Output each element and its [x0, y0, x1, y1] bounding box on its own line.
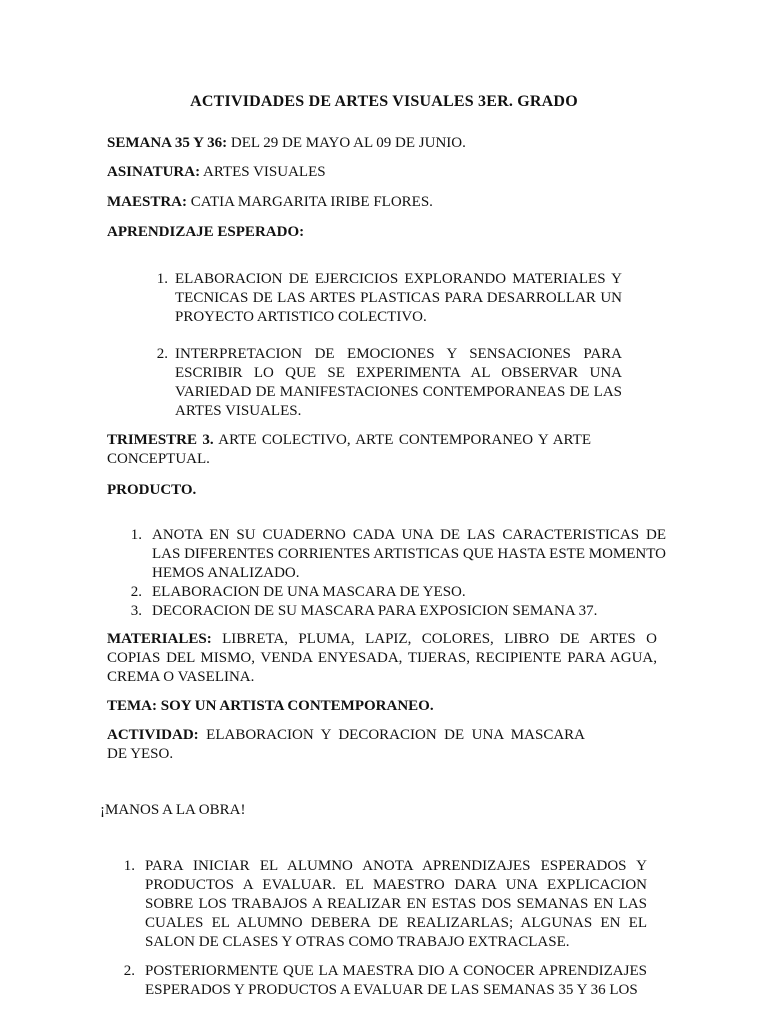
aprendizajes-list: [150, 270, 622, 421]
list-item: [120, 962, 647, 1000]
list-item: [126, 526, 666, 583]
tema-label: TEMA: SOY UN ARTISTA CONTEMPORANEO.: [107, 698, 434, 714]
list-item-number: 3.: [130, 603, 142, 619]
tema-field: [107, 697, 657, 716]
list-item-number: 2.: [130, 584, 142, 600]
aprendizaje-label: APRENDIZAJE ESPERADO:: [107, 224, 305, 240]
list-item-text: ANOTA EN SU CUADERNO CADA UNA DE LAS CARACTERISTICAS DE LAS DIFERENTES CORRIENTES ARTISTICAS QUE HASTA ESTE MOMENTO HEMOS ANALIZADO.: [152, 527, 666, 581]
semana-value: DEL 29 DE MAYO AL 09 DE JUNIO.: [227, 135, 466, 151]
actividad-field: [107, 726, 585, 764]
list-item-number: 2.: [156, 346, 168, 362]
list-item-text: DECORACION DE SU MASCARA PARA EXPOSICION SEMANA 37.: [152, 603, 598, 619]
list-item: [126, 602, 666, 621]
list-item-text: POSTERIORMENTE QUE LA MAESTRA DIO A CONOCER APRENDIZAJES ESPERADOS Y PRODUCTOS A EVALUAR DE LAS SEMANAS 35 Y 36 LOS: [145, 963, 647, 998]
producto-label: PRODUCTO.: [107, 482, 197, 498]
asignatura-value: ARTES VISUALES: [200, 164, 326, 180]
materiales-label: MATERIALES:: [107, 631, 212, 647]
maestra-field: [107, 193, 657, 212]
list-item-text: ELABORACION DE UNA MASCARA DE YESO.: [152, 584, 466, 600]
aprendizaje-heading: [107, 223, 657, 242]
list-item-text: ELABORACION DE EJERCICIOS EXPLORANDO MATERIALES Y TECNICAS DE LAS ARTES PLASTICAS PARA DESARROLLAR UN PROYECTO ARTISTICO COLECTIVO.: [175, 271, 622, 325]
list-item-number: 1.: [156, 271, 168, 287]
list-item-number: 1.: [123, 858, 135, 874]
pasos-list: [120, 857, 647, 1000]
list-item-text: INTERPRETACION DE EMOCIONES Y SENSACIONES PARA ESCRIBIR LO QUE SE EXPERIMENTA AL OBSERVAR UNA VARIEDAD DE MANIFESTACIONES CONTEMPORANEAS DE LAS ARTES VISUALES.: [175, 346, 622, 419]
list-item: [150, 270, 622, 327]
document-title: ACTIVIDADES DE ARTES VISUALES 3ER. GRADO: [190, 93, 578, 110]
semana-label: SEMANA 35 Y 36:: [107, 135, 228, 151]
maestra-label: MAESTRA:: [107, 194, 188, 210]
manos-a-la-obra: ¡MANOS A LA OBRA!: [100, 802, 246, 818]
list-item: [120, 857, 647, 952]
materiales-field: [107, 630, 657, 687]
trimestre-field: [107, 431, 591, 469]
trimestre-value: ARTE COLECTIVO, ARTE CONTEMPORANEO Y ARTE CONCEPTUAL.: [107, 432, 591, 467]
list-item-number: 2.: [123, 963, 135, 979]
actividad-label: ACTIVIDAD:: [107, 727, 199, 743]
actividad-value: ELABORACION Y DECORACION DE UNA MASCARA DE YESO.: [107, 727, 585, 762]
list-item: [150, 345, 622, 421]
materiales-value: LIBRETA, PLUMA, LAPIZ, COLORES, LIBRO DE ARTES O COPIAS DEL MISMO, VENDA ENYESADA, TIJERAS, RECIPIENTE PARA AGUA, CREMA O VASELINA.: [107, 631, 657, 685]
list-item-text: PARA INICIAR EL ALUMNO ANOTA APRENDIZAJES ESPERADOS Y PRODUCTOS A EVALUAR. EL MAESTRO DARA UNA EXPLICACION SOBRE LOS TRABAJOS A REALIZAR EN ESTAS DOS SEMANAS EN LAS CUALES EL ALUMNO DEBERA DE REALIZARLAS; ALGUNAS EN EL SALON DE CLASES Y OTRAS COMO TRABAJO EXTRACLASE.: [145, 858, 647, 950]
asignatura-field: [107, 163, 657, 182]
producto-heading: [107, 481, 657, 500]
trimestre-label: TRIMESTRE 3.: [107, 432, 214, 448]
productos-list: [126, 526, 666, 621]
list-item-number: 1.: [130, 527, 142, 543]
list-item: [126, 583, 666, 602]
asignatura-label: ASINATURA:: [107, 164, 201, 180]
semana-field: [107, 134, 657, 153]
maestra-value: CATIA MARGARITA IRIBE FLORES.: [187, 194, 433, 210]
